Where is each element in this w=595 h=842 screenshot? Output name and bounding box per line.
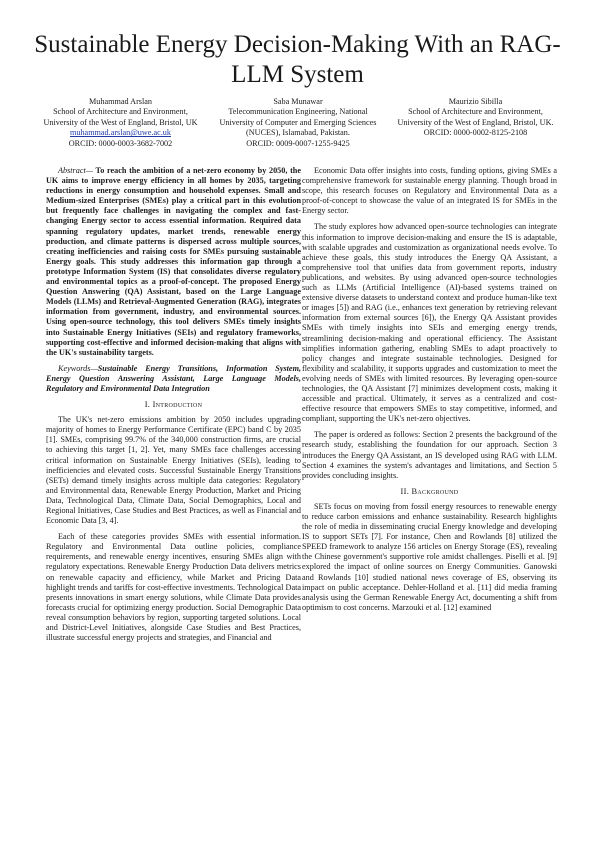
author-orcid: ORCID: 0000-0002-8125-2108 <box>423 128 528 138</box>
author-block-1 <box>38 97 203 149</box>
body-paragraph: The study explores how advanced open-source technologies can integrate this information to improve decision-making and ensure the IS is adaptable, with scalable upgrades and customization as organizational needs evolve. To achieve these goals, this study introduces the Energy QA Assistant, a comprehensive tool that unifies data from government reports, industry publications, and websites. By using advanced open-source technologies such as LLMs (Artificial Intelligence (AI)-based systems trained on extensive diverse datasets to understand context and produce human-like text or images [5]) and RAG (i.e., enhances text generation by retrieving relevant information from external sources [6]), the Energy QA Assistant provides SMEs with timely insights into SEIs and emerging energy trends, streamlining decision-making and operational efficiency. The Assistant simplifies information gathering, enabling SMEs to adapt proactively to policy changes and integrate sustainable technologies. Designed for flexibility and scalability, it supports upgrades and customization to meet the evolving needs of SMEs with limited resources. By leveraging open-source technologies, the QA Assistant [7] minimizes development costs, making it accessible and practical. Ultimately, it serves as a centralized and cost-effective resource that empowers SMEs to stay competitive, informed, and compliant, supporting the UK's net-zero objectives. <box>302 222 557 424</box>
body-paragraph: The UK's net-zero emissions ambition by 2050 includes upgrading majority of homes to Energy Performance Certificate (EPC) band C by 2035 [1]. SMEs, comprising 99.7% of the 340,000 construction firms, are crucial to achieving this target [1, 2]. Yet, many SMEs face challenges accessing critical information on Sustainable Energy Initiatives (SEIs), leading to inefficiencies and elevated costs. Successful Sustainable Energy Transitions (SETs) demand timely insights across multiple data categories: Regulatory and Environmental data, Renewable Energy Production, Market and Pricing Data, Technological Data, Climate Data, Social Demographics, Local and Regional Initiatives, Case Studies and Best Practices, as well as Financial and Economic Data [3, 4]. <box>46 415 301 526</box>
author-name: Saba Munawar <box>273 97 323 106</box>
left-column <box>46 166 301 649</box>
author-affiliation: School of Architecture and Environment, University of the West of England, Bristol, UK <box>43 107 198 127</box>
author-orcid: ORCID: 0000-0003-3682-7002 <box>68 138 173 148</box>
abstract <box>46 166 301 358</box>
author-orcid: ORCID: 0009-0007-1255-9425 <box>246 138 350 148</box>
body-paragraph: Each of these categories provides SMEs with essential information. Regulatory and Environmental Data outline policies, compliance requirements, and renewable energy incentives, ensuring SMEs align with regulatory expectations. Renewable Energy Production Data delivers metrics on renewable capacity and efficiency, while Market and Pricing Data highlight trends and tariffs for cost-effective investments. Technological Data presents innovations in smart energy solutions, while Climate Data provides forecasts crucial for optimizing energy production. Social Demographic Data reveal consumption behaviors by region, supporting targeted solutions. Local and District-Level Initiatives, alongside Case Studies and Best Practices, illustrate successful energy projects and strategies, and Financial and <box>46 532 301 643</box>
author-affiliation: Telecommunication Engineering, National University of Computer and Emerging Sciences (NUCES), Islamabad, Pakistan. <box>219 107 377 138</box>
author-name: Muhammad Arslan <box>89 97 152 106</box>
keywords-lead: Keywords— <box>58 363 98 373</box>
body-paragraph: The paper is ordered as follows: Section 2 presents the background of the research study, establishing the foundation for our approach. Section 3 introduces the Energy QA Assistant, an IS developed using RAG with LLM. Section 4 examines the system's advantages and limitations, and Section 5 provides concluding insights. <box>302 430 557 480</box>
author-name: Maurizio Sibilla <box>448 97 503 106</box>
author-email-link[interactable]: muhammad.arslan@uwe.ac.uk <box>70 128 171 138</box>
body-paragraph: SETs focus on moving from fossil energy resources to renewable energy to reduce carbon emissions and enhance sustainability. Research highlights the role of media in disseminating crucial Energy knowledge and developing IS to support SETs [7]. For instance, Chen and Rowlands [8] utilized the SPEED framework to analyze 156 articles on Energy Storage (ES), revealing the Chinese government's supportive role amidst challenges. Piselli et al. [9] explored the impact of online sources on Energy Communities. Ganowski and Rowlands [10] studied national news coverage of ES, observing its impact on public acceptance. Dehler-Holland et al. [11] did media framing analysis using the German Renewable Energy Act, documenting a shift from optimism to cost concerns. Marzouki et al. [12] examined <box>302 501 557 612</box>
abstract-text: To reach the ambition of a net-zero economy by 2050, the UK aims to improve energy efficiency in all homes by 2035, targeting reductions in energy consumption and household expenses. Small and Medium-sized Enterprises (SMEs) play a critical part in this evolution but frequently face challenges in navigating the complex and fast-changing Energy sector to access essential information. Required data spanning regulatory updates, market trends, renewable energy production, and climate patterns is dispersed across multiple sources, creating inefficiencies and raising costs for SMEs pursuing sustainable Energy goals. This study addresses this information gap through a prototype Information System (IS) that consolidates diverse regulatory and environmental topics as a proof-of-concept. The proposed Energy Question Answering (QA) Assistant, based on the Large Language Models (LLMs) and Retrieval-Augmented Generation (RAG), integrates information from government, industry, and environmental sources. Using open-source technology, this tool delivers SMEs timely insights into Sustainable Energy Initiatives (SEIs) and regulatory frameworks, supporting cost-effective and informed decision-making that aligns with the UK's sustainability targets. <box>46 166 301 357</box>
abstract-lead: Abstract— <box>58 166 94 175</box>
author-list <box>38 97 558 149</box>
body-paragraph: Economic Data offer insights into costs, funding options, giving SMEs a comprehensive framework for sustainable energy planning. Though broad in scope, this research focuses on Regulatory and Environmental Data as a proof-of-concept to showcase the value of an integrated IS for SMEs in the Energy sector. <box>302 166 557 216</box>
author-block-3 <box>393 97 558 149</box>
keywords <box>46 364 301 394</box>
right-column <box>302 166 557 619</box>
section-heading-background: II. Background <box>400 486 459 496</box>
author-affiliation: School of Architecture and Environment, University of the West of England, Bristol, UK. <box>397 107 554 127</box>
paper-title: Sustainable Energy Decision-Making With an RAG-LLM System <box>34 31 561 88</box>
section-heading-introduction: I. Introduction <box>144 400 203 410</box>
author-block-2 <box>216 97 381 149</box>
keywords-text: Sustainable Energy Transitions, Information System, Energy Question Answering Assistant, Large Language Models, Regulatory and Environmental Data Integration <box>46 363 301 393</box>
